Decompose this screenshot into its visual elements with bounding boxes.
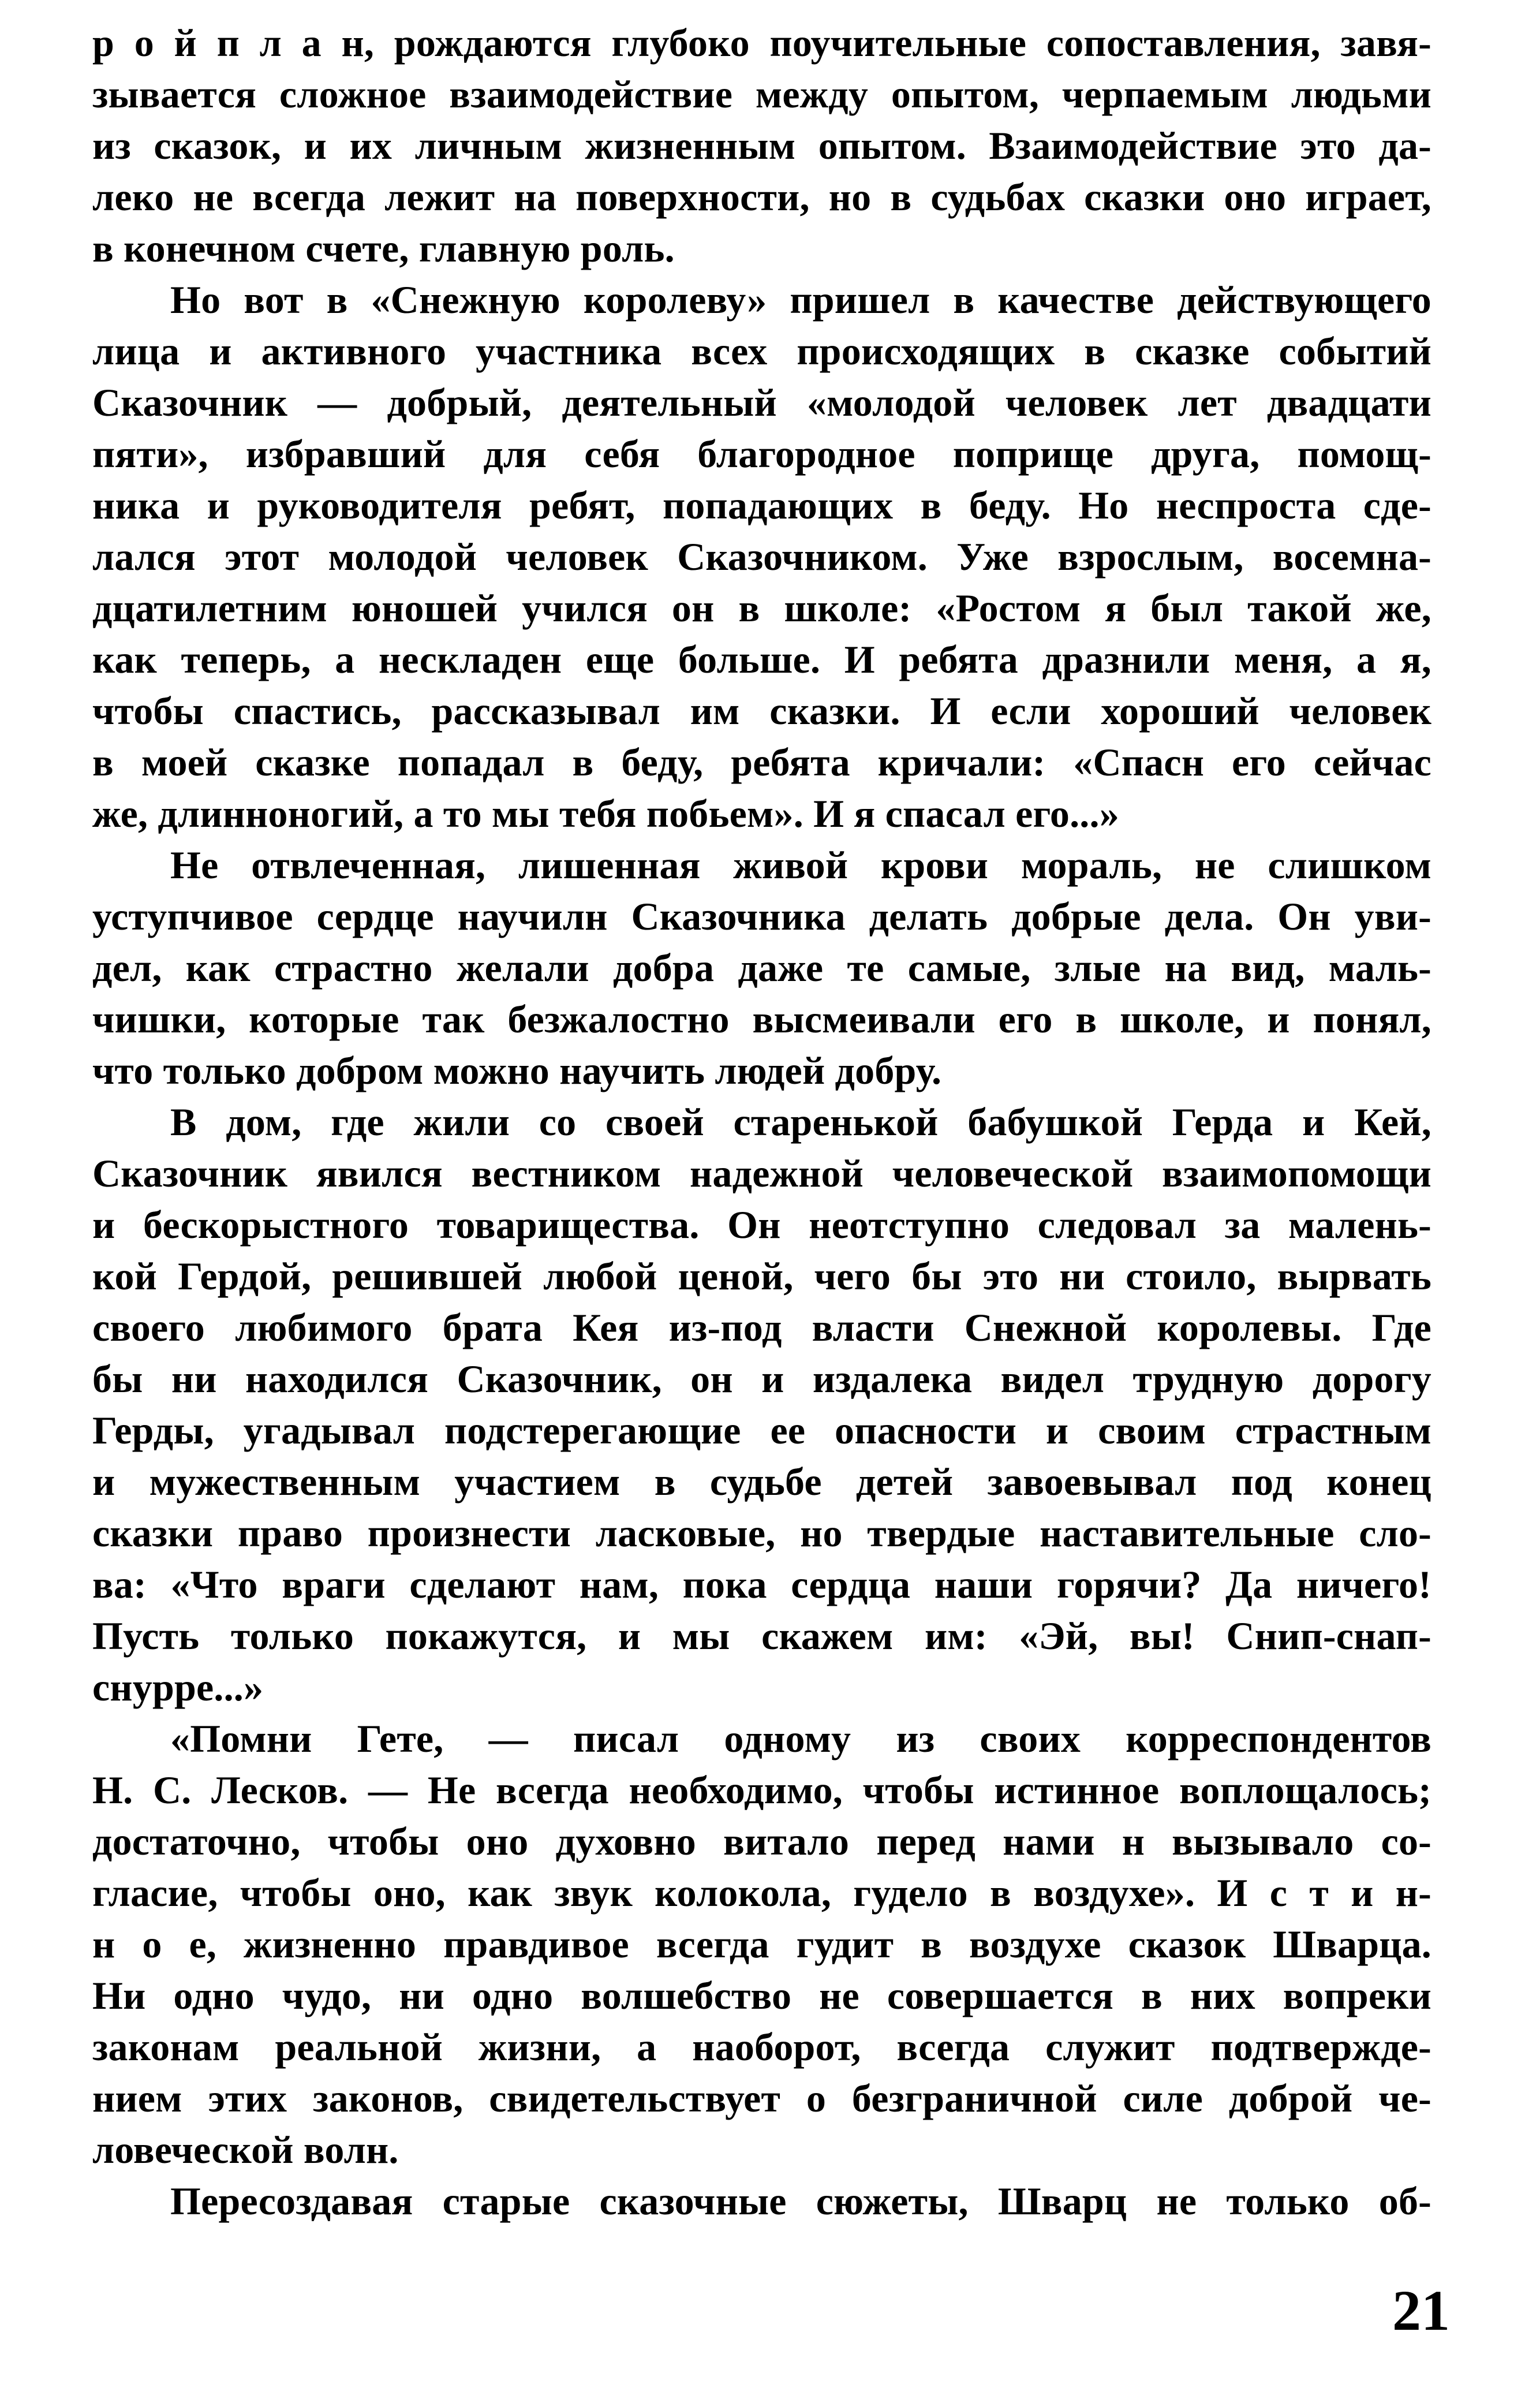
text-line: Н. С. Лесков. — Не всегда необходимо, чтобы истинное воплощалось;: [92, 1768, 1431, 1812]
text-line: гласие, чтобы оно, как звук колокола, гудело в воздухе». И с т и н-: [92, 1871, 1431, 1915]
text-line: Но вот в «Снежную королеву» пришел в качестве действующего: [170, 278, 1431, 322]
text-line: своего любимого брата Кея из-под власти Снежной королевы. Где: [92, 1305, 1431, 1349]
page-text: [92, 17, 1431, 2227]
text-line: «Помни Гете, — писал одному из своих корреспондентов: [170, 1717, 1431, 1760]
text-line: дел, как страстно желали добра даже те самые, злые на вид, маль-: [92, 946, 1431, 990]
text-line: лался этот молодой человек Сказочником. Уже взрослым, восемна-: [92, 535, 1431, 579]
text-line: нием этих законов, свидетельствует о безграничной силе доброй че-: [92, 2076, 1431, 2120]
text-line: дцатилетним юношей учился он в школе: «Ростом я был такой же,: [92, 586, 1431, 630]
text-line: н о е, жизненно правдивое всегда гудит в воздухе сказок Шварца.: [92, 1922, 1431, 1966]
text-line: чтобы спастись, рассказывал им сказки. И если хороший человек: [92, 689, 1431, 733]
text-line: же, длинноногий, а то мы тебя побьем». И я спасал его...»: [92, 792, 1119, 835]
text-line: из сказок, и их личным жизненным опытом. Взаимодействие это да-: [92, 124, 1431, 167]
text-line: и мужественным участием в судьбе детей завоевывал под конец: [92, 1460, 1431, 1504]
text-line: кой Гердой, решившей любой ценой, чего бы это ни стоило, вырвать: [92, 1254, 1431, 1298]
text-line: Герды, угадывал подстерегающие ее опасности и своим страстным: [92, 1408, 1431, 1452]
text-line: достаточно, чтобы оно духовно витало перед нами н вызывало со-: [92, 1819, 1431, 1863]
text-line: Сказочник явился вестником надежной человеческой взаимопомощи: [92, 1151, 1431, 1195]
text-line: в моей сказке попадал в беду, ребята кричали: «Спасн его сейчас: [92, 740, 1431, 784]
text-line: законам реальной жизни, а наоборот, всегда служит подтвержде-: [92, 2025, 1431, 2069]
text-line: зывается сложное взаимодействие между опытом, черпаемым людьми: [92, 72, 1431, 116]
text-line: Пересоздавая старые сказочные сюжеты, Шварц не только об-: [170, 2179, 1431, 2223]
text-line: р о й п л а н, рождаются глубоко поучительные сопоставления, завя-: [92, 21, 1431, 65]
text-line: сказки право произнести ласковые, но твердые наставительные сло-: [92, 1511, 1431, 1555]
text-line: в конечном счете, главную роль.: [92, 226, 675, 270]
text-line: ника и руководителя ребят, попадающих в беду. Но неспроста сде-: [92, 483, 1431, 527]
text-line: снурре...»: [92, 1665, 264, 1709]
text-line: бы ни находился Сказочник, он и издалека видел трудную дорогу: [92, 1357, 1431, 1401]
text-line: леко не всегда лежит на поверхности, но в судьбах сказки оно играет,: [92, 175, 1431, 219]
text-line: В дом, где жили со своей старенькой бабушкой Герда и Кей,: [170, 1100, 1431, 1144]
text-line: уступчивое сердце научилн Сказочника делать добрые дела. Он уви-: [92, 894, 1431, 938]
text-line: Не отвлеченная, лишенная живой крови мораль, не слишком: [170, 843, 1431, 887]
text-line: ловеческой волн.: [92, 2128, 399, 2172]
text-line: лица и активного участника всех происходящих в сказке событий: [92, 329, 1431, 373]
text-line: Ни одно чудо, ни одно волшебство не совершается в них вопреки: [92, 1974, 1431, 2017]
text-line: Пусть только покажутся, и мы скажем им: «Эй, вы! Снип-снап-: [92, 1614, 1431, 1658]
text-line: чишки, которые так безжалостно высмеивали его в школе, и понял,: [92, 997, 1431, 1041]
text-line: что только добром можно научить людей добру.: [92, 1049, 942, 1092]
text-line: и бескорыстного товарищества. Он неотступно следовал за малень-: [92, 1203, 1431, 1247]
text-line: как теперь, а нескладен еще больше. И ребята дразнили меня, а я,: [92, 637, 1431, 681]
text-line: пяти», избравший для себя благородное поприще друга, помощ-: [92, 432, 1431, 476]
text-line: Сказочник — добрый, деятельный «молодой человек лет двадцати: [92, 381, 1431, 424]
text-line: ва: «Что враги сделают нам, пока сердца наши горячи? Да ничего!: [92, 1562, 1431, 1606]
page-number: 21: [1392, 2278, 1450, 2342]
